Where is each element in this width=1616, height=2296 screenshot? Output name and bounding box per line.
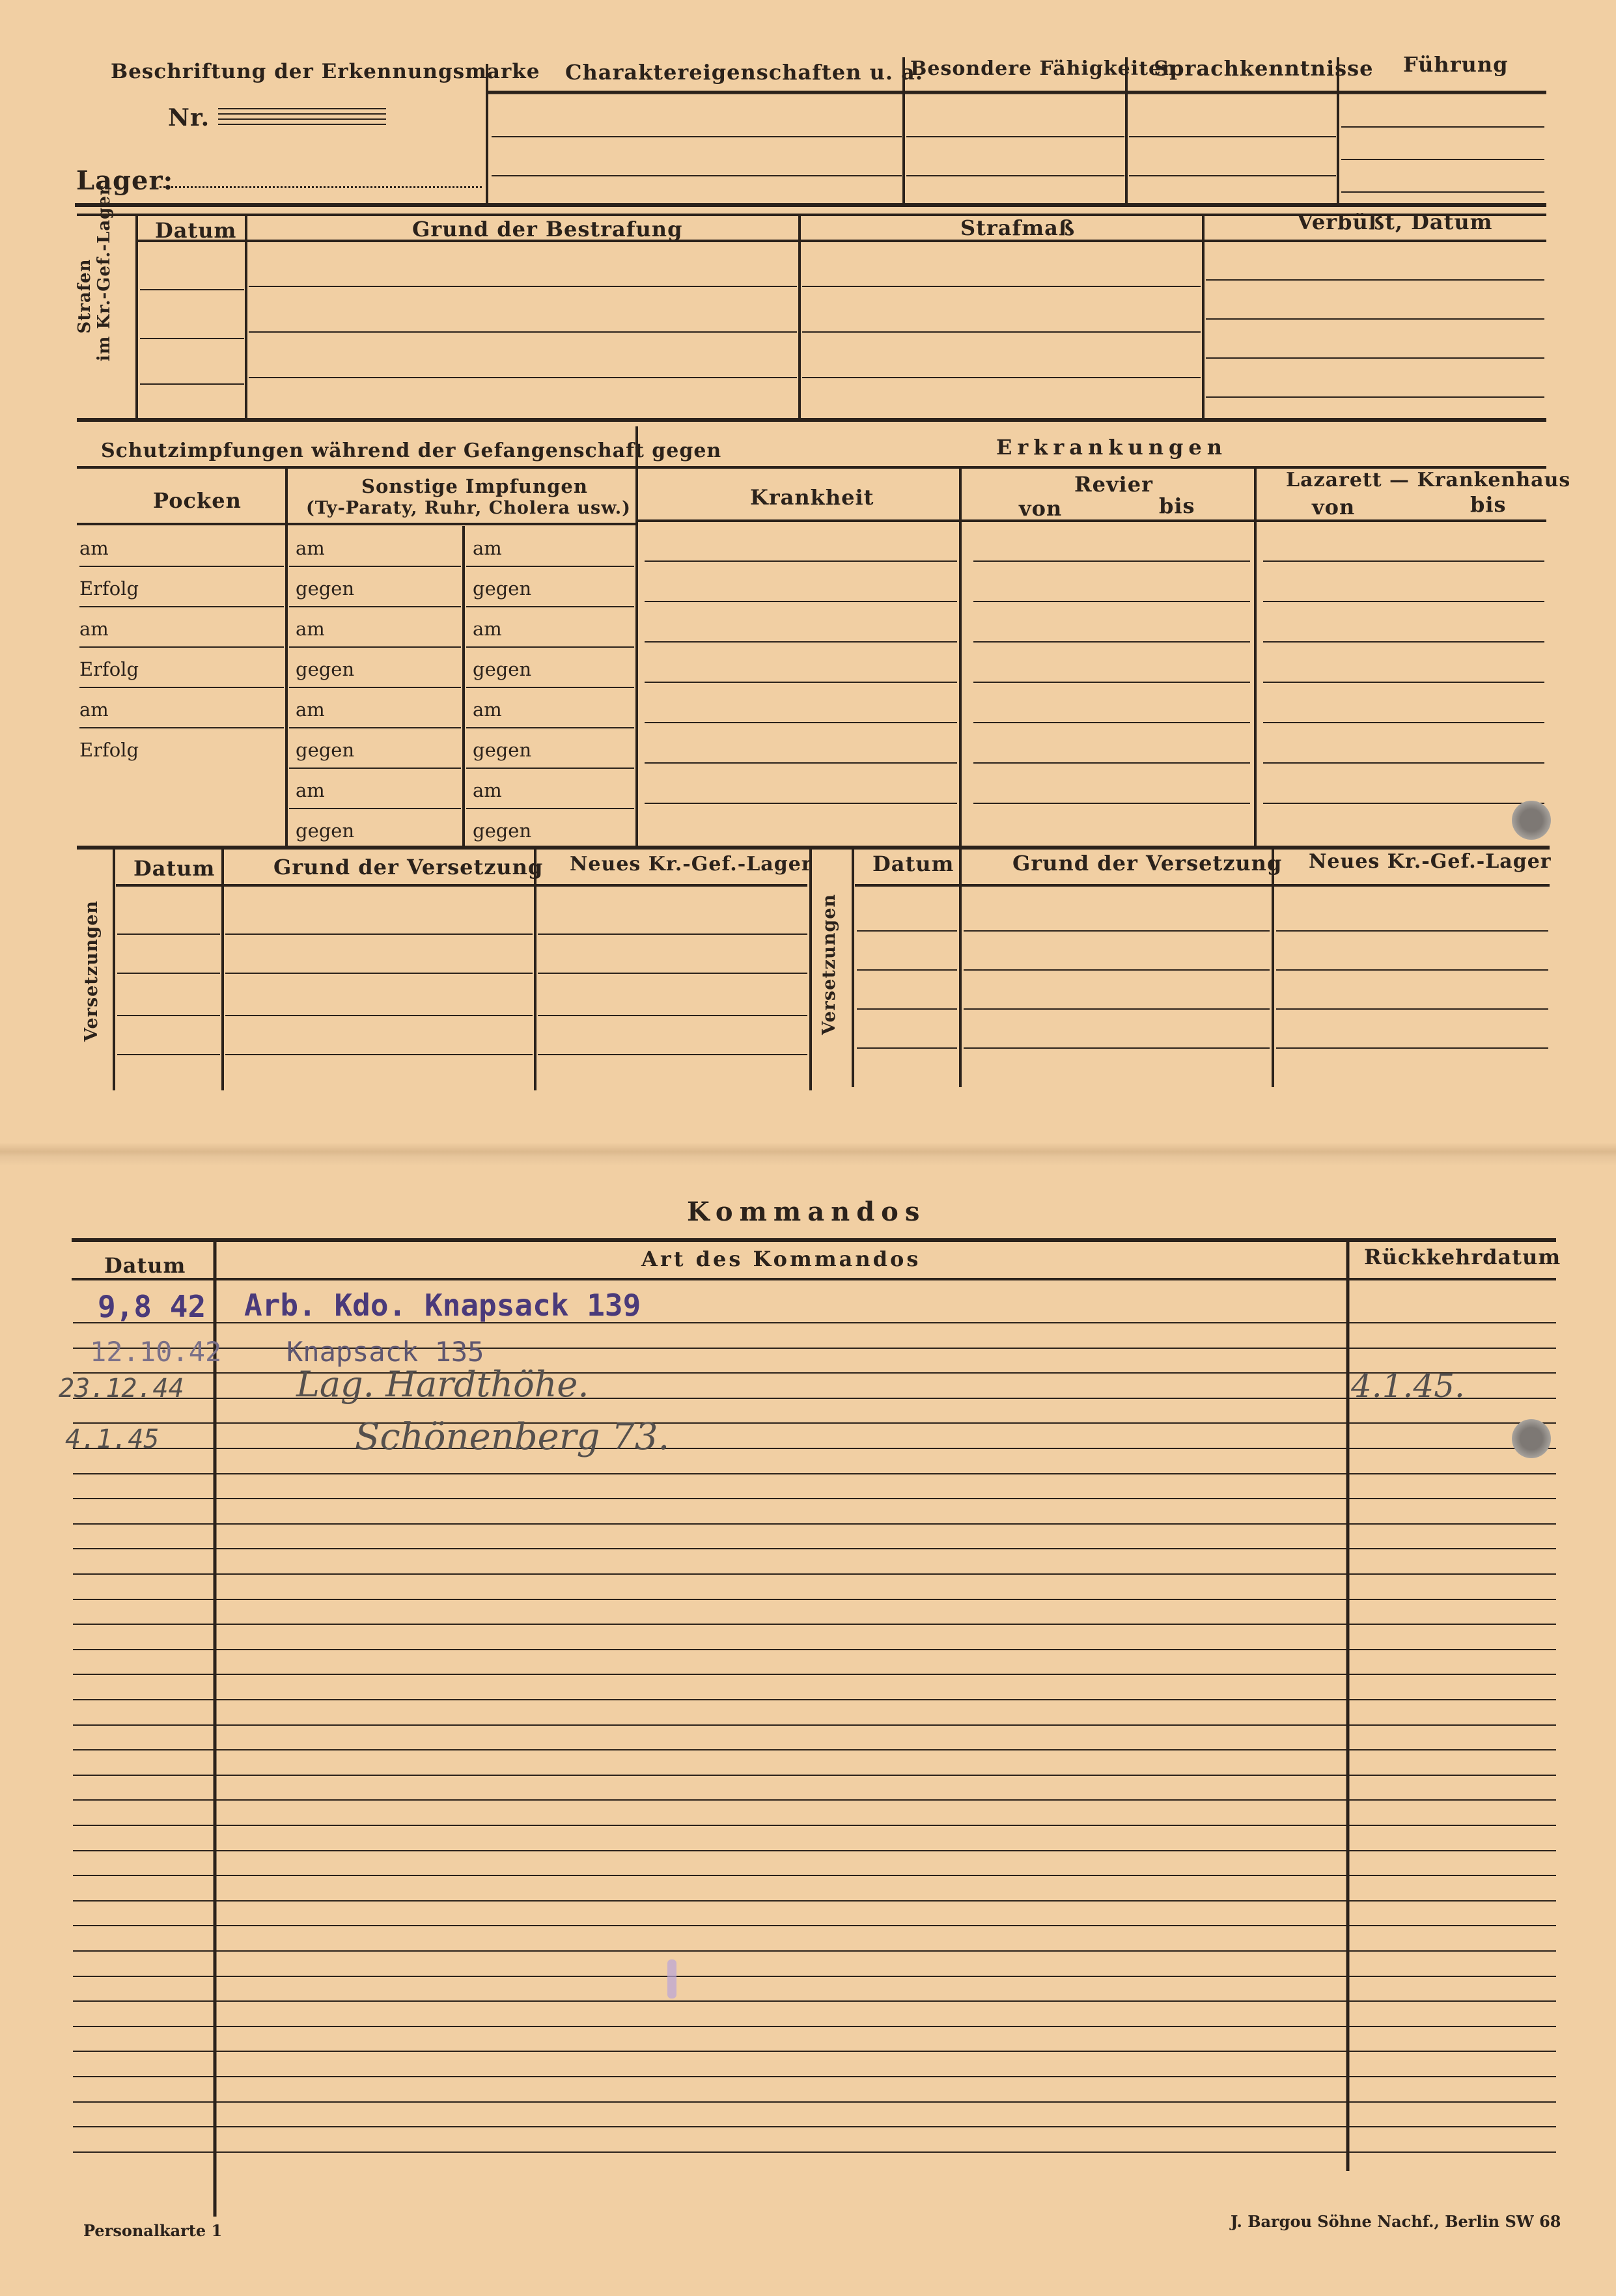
impf-row-label: gegen bbox=[473, 577, 532, 600]
impf-row-label: am bbox=[296, 779, 325, 801]
impf-row-label: am bbox=[79, 537, 109, 559]
impf-row-label: gegen bbox=[296, 739, 355, 761]
col-charakter: Charaktereigenschaften u. a. bbox=[565, 60, 923, 85]
vers-left-col-datum: Datum bbox=[133, 856, 216, 881]
impf-row-label: am bbox=[296, 618, 325, 640]
strafen-col-grund: Grund der Bestrafung bbox=[412, 217, 683, 242]
erkrankungen-title: Erkrankungen bbox=[996, 435, 1227, 460]
versetzungen-left-side-label: Versetzungen bbox=[81, 900, 102, 1042]
erk-laz-von: von bbox=[1312, 495, 1356, 519]
erk-revier-bis: bis bbox=[1159, 493, 1195, 518]
col-faehigkeiten: Besondere Fähigkeiten bbox=[910, 57, 1177, 80]
impf-row-label: am bbox=[473, 779, 502, 801]
strafen-side-label: Strafen im Kr.-Gef.-Lager bbox=[75, 186, 114, 361]
erk-laz-bis: bis bbox=[1470, 492, 1507, 517]
impf-row-label: am bbox=[79, 618, 109, 640]
paper-fold bbox=[0, 1142, 1616, 1166]
vers-right-col-datum: Datum bbox=[872, 851, 954, 876]
nr-field[interactable] bbox=[218, 105, 386, 125]
punch-hole bbox=[1512, 1419, 1551, 1458]
komm-entry-3-rueck: 4.1.45. bbox=[1351, 1367, 1465, 1405]
impf-row-label: Erfolg bbox=[79, 658, 139, 680]
vers-left-col-lager: Neues Kr.-Gef.-Lager bbox=[570, 853, 813, 876]
impf-sonstige-sub: (Ty-Paraty, Ruhr, Cholera usw.) bbox=[306, 498, 631, 518]
impf-row-label: gegen bbox=[473, 739, 532, 761]
impf-row-label: gegen bbox=[473, 820, 532, 842]
kommandos-title: Kommandos bbox=[687, 1196, 926, 1227]
strafen-col-datum: Datum bbox=[155, 218, 237, 243]
impf-row-label: am bbox=[473, 698, 502, 721]
versetzungen-right-side-label: Versetzungen bbox=[819, 893, 839, 1035]
lager-label: Lager: bbox=[76, 165, 174, 196]
vers-right-col-lager: Neues Kr.-Gef.-Lager bbox=[1309, 850, 1552, 873]
strafen-col-strafmass: Strafmaß bbox=[960, 215, 1076, 240]
erk-lazarett: Lazarett — Krankenhaus bbox=[1286, 469, 1571, 491]
erk-revier: Revier bbox=[1074, 472, 1153, 497]
impf-pocken: Pocken bbox=[153, 488, 242, 513]
komm-col-art: Art des Kommandos bbox=[641, 1247, 921, 1271]
lager-field[interactable] bbox=[160, 186, 482, 188]
erk-revier-von: von bbox=[1019, 496, 1063, 521]
impf-row-label: am bbox=[296, 698, 325, 721]
impf-row-label: gegen bbox=[296, 577, 355, 600]
impf-row-label: gegen bbox=[296, 658, 355, 680]
impf-sonstige: Sonstige Impfungen bbox=[361, 475, 588, 497]
komm-entry-3-art: Lag. Hardthöhe. bbox=[296, 1364, 589, 1405]
impf-row-label: am bbox=[296, 537, 325, 559]
col-fuehrung: Führung bbox=[1403, 52, 1509, 77]
komm-entry-2-art: Knapsack 135 bbox=[286, 1336, 484, 1368]
komm-entry-1-art: Arb. Kdo. Knapsack 139 bbox=[244, 1288, 641, 1323]
impf-row-label: gegen bbox=[473, 658, 532, 680]
marke-label: Beschriftung der Erkennungsmarke bbox=[111, 60, 540, 83]
impf-row-label: am bbox=[473, 537, 502, 559]
impf-row-label: Erfolg bbox=[79, 739, 139, 761]
footer-right: J. Bargou Söhne Nachf., Berlin SW 68 bbox=[1231, 2212, 1561, 2231]
erk-krankheit: Krankheit bbox=[750, 485, 874, 510]
komm-entry-3-datum: 23.12.44 bbox=[59, 1374, 184, 1404]
komm-entry-4-datum: 4.1.45 bbox=[65, 1424, 160, 1454]
nr-label: Nr. bbox=[168, 104, 210, 131]
punch-hole bbox=[1512, 801, 1551, 840]
komm-entry-2-datum: 12.10.42 bbox=[90, 1336, 222, 1368]
impf-row-label: gegen bbox=[296, 820, 355, 842]
komm-col-datum: Datum bbox=[104, 1253, 186, 1278]
ink-smudge bbox=[667, 1959, 676, 1999]
vers-left-col-grund: Grund der Versetzung bbox=[273, 855, 544, 879]
strafen-col-verbuesst: Verbüßt, Datum bbox=[1297, 210, 1493, 234]
col-sprachen: Sprachkenntnisse bbox=[1154, 56, 1374, 81]
komm-entry-4-art: Schönenberg 73. bbox=[355, 1416, 670, 1458]
footer-left: Personalkarte 1 bbox=[83, 2221, 223, 2240]
impf-title: Schutzimpfungen während der Gefangenschaft gegen bbox=[101, 439, 722, 462]
komm-col-rueckkehr: Rückkehrdatum bbox=[1364, 1245, 1561, 1269]
impf-row-label: am bbox=[473, 618, 502, 640]
impf-row-label: am bbox=[79, 698, 109, 721]
vers-right-col-grund: Grund der Versetzung bbox=[1012, 851, 1283, 876]
impf-row-label: Erfolg bbox=[79, 577, 139, 600]
komm-entry-1-datum: 9,8 42 bbox=[98, 1289, 206, 1324]
